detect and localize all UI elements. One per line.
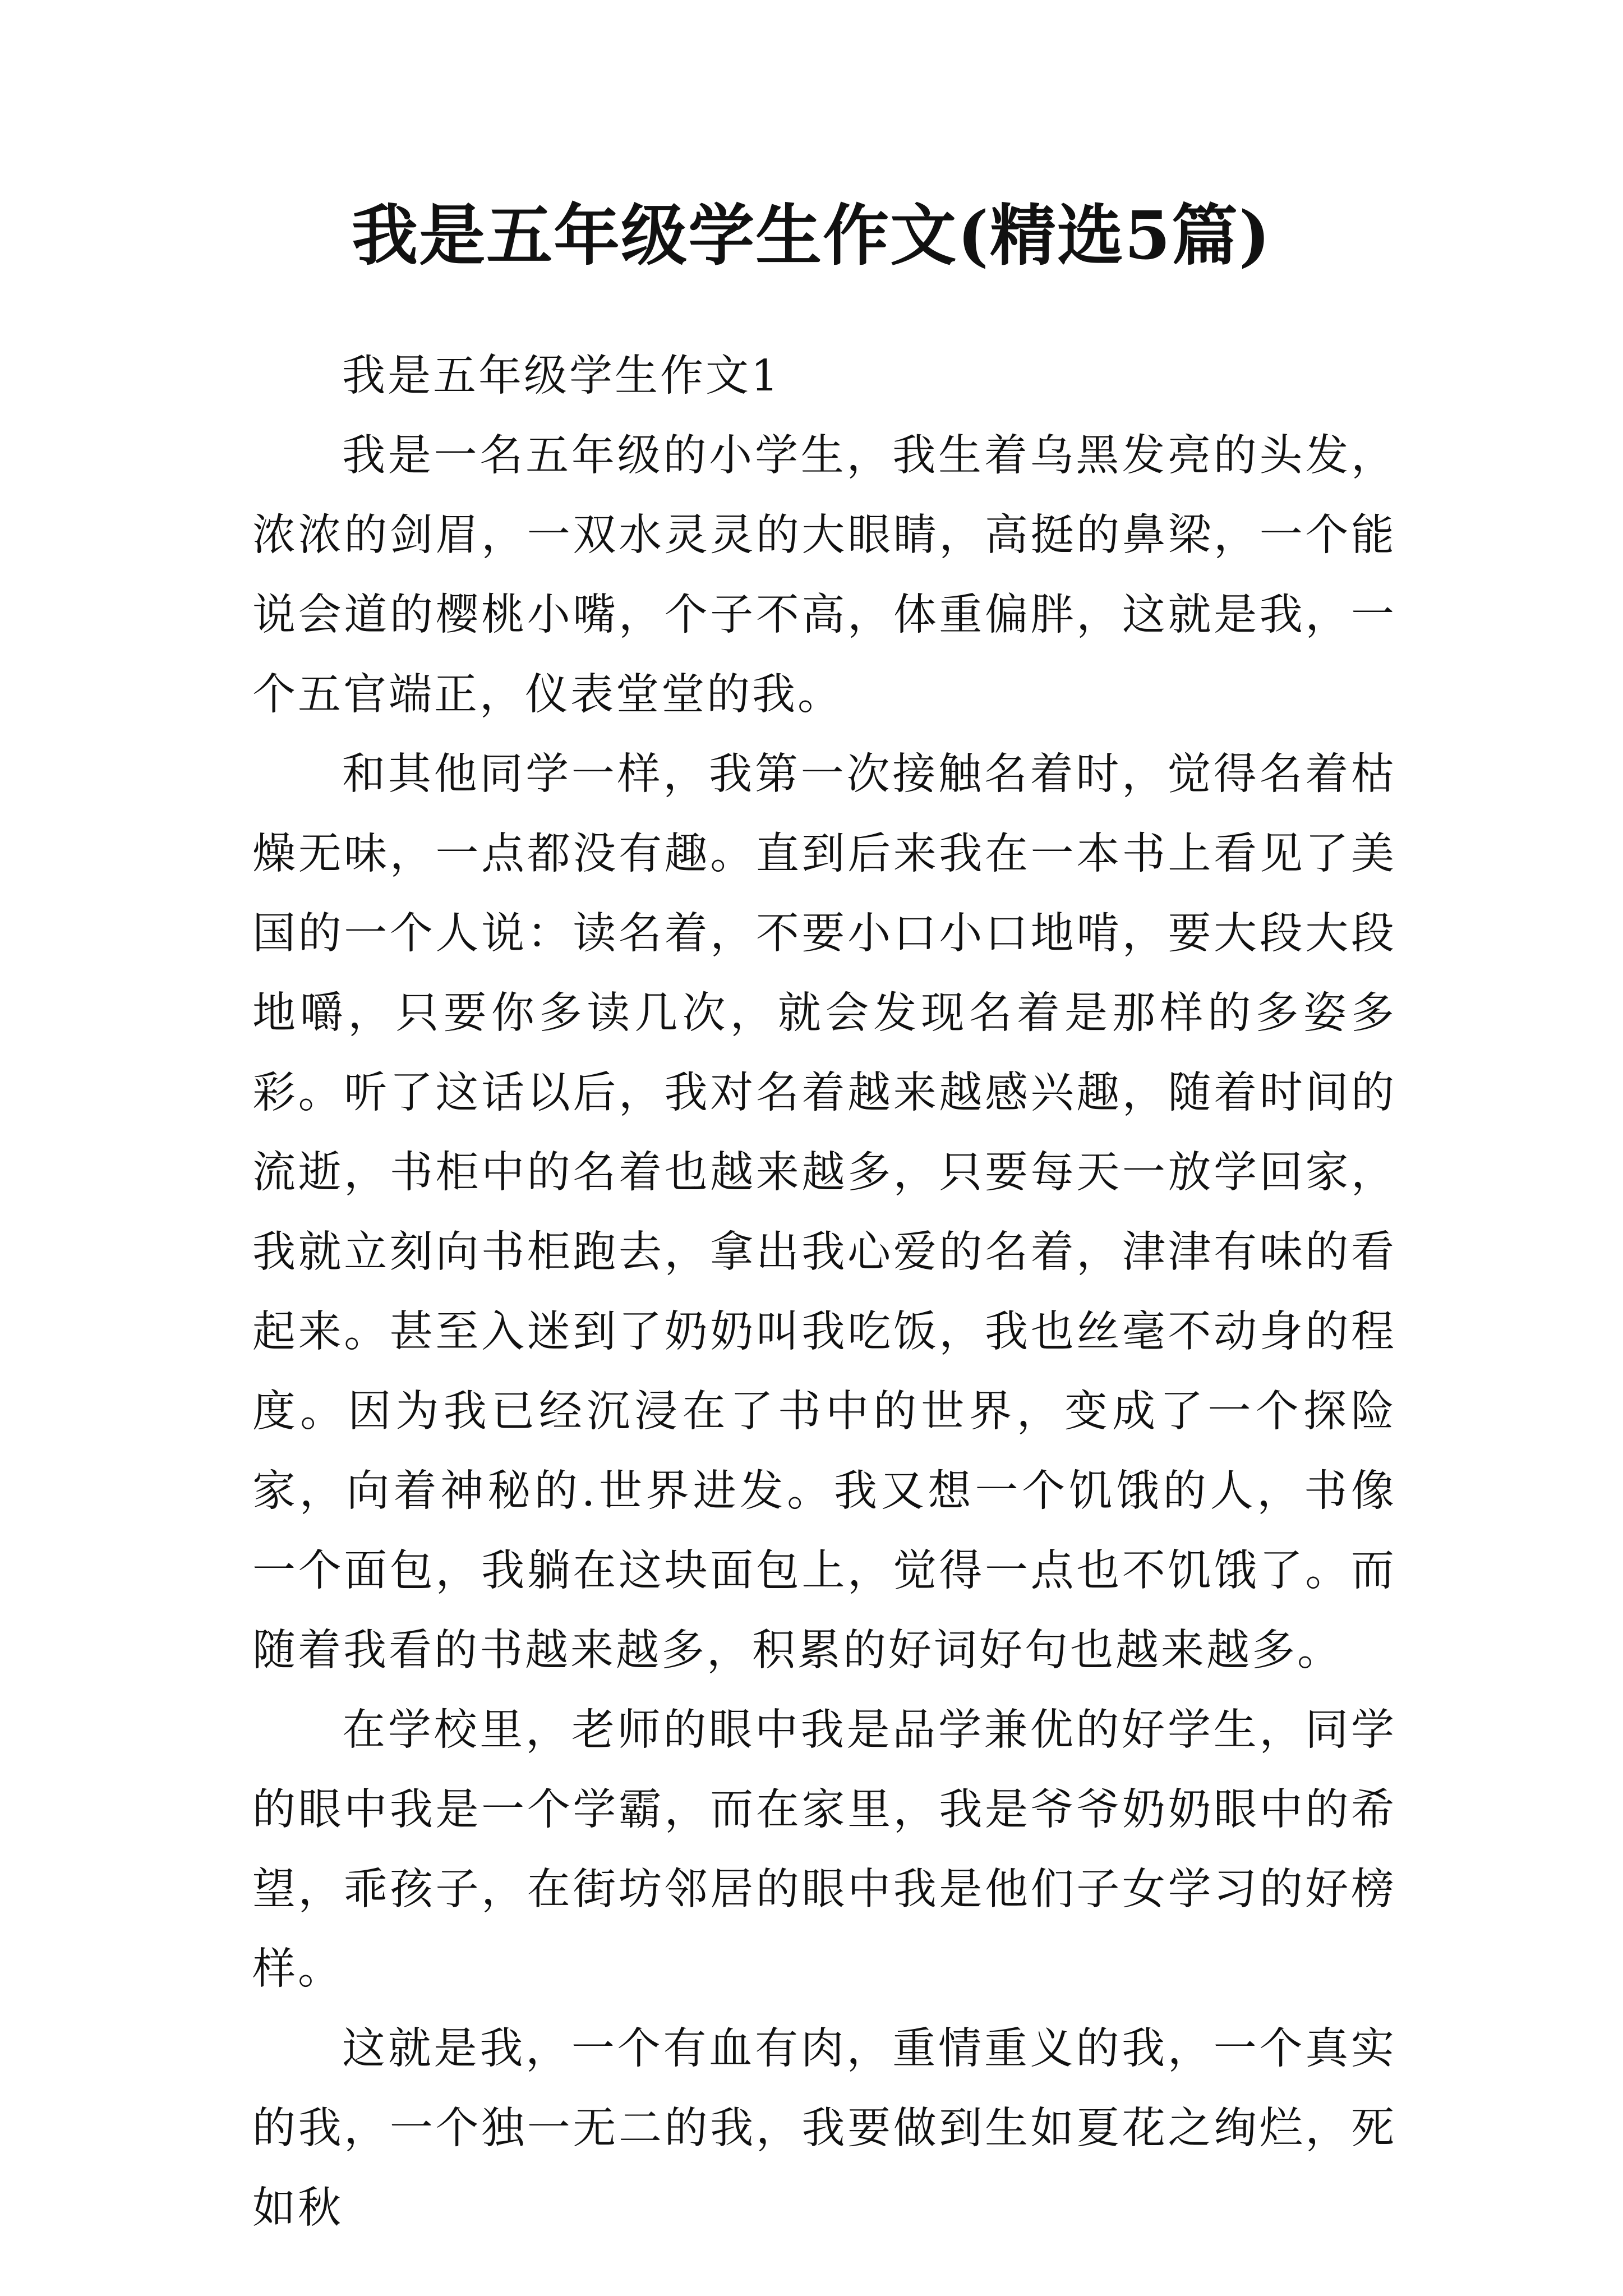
document-title: 我是五年级学生作文(精选5篇) (352, 196, 1271, 274)
paragraph-appearance: 我是一名五年级的小学生，我生着乌黑发亮的头发，浓浓的剑眉，一双水灵灵的大眼睛，高挺的鼻梁，一个能说会道的樱桃小嘴，个子不高，体重偏胖，这就是我，一个五官端正，仪表堂堂的我。 (252, 431, 1396, 720)
paragraph-conclusion: 这就是我，一个有血有肉，重情重义的我，一个真实的我，一个独一无二的我，我要做到生如夏花之绚烂，死如秋 (252, 2024, 1396, 2233)
document-body (252, 337, 1396, 2248)
section-heading: 我是五年级学生作文1 (342, 351, 781, 401)
paragraph-reading: 和其他同学一样，我第一次接触名着时，觉得名着枯燥无味，一点都没有趣。直到后来我在一本书上看见了美国的一个人说：读名着，不要小口小口地啃，要大段大段地嚼，只要你多读几次，就会发现名着是那样的多姿多彩。听了这话以后，我对名着越来越感兴趣，随着时间的流逝，书柜中的名着也越来越多，只要每天一放学回家，我就立刻向书柜跑去，拿出我心爱的名着，津津有味的看起来。甚至入迷到了奶奶叫我吃饭，我也丝毫不动身的程度。因为我已经沉浸在了书中的世界，变成了一个探险家，向着神秘的.世界进发。我又想一个饥饿的人，书像一个面包，我躺在这块面包上，觉得一点也不饥饿了。而随着我看的书越来越多，积累的好词好句也越来越多。 (252, 749, 1396, 1676)
paragraph-school-home: 在学校里，老师的眼中我是品学兼优的好学生，同学的眼中我是一个学霸，而在家里，我是爷爷奶奶眼中的希望，乖孩子，在街坊邻居的眼中我是他们子女学习的好榜样。 (252, 1705, 1396, 1994)
